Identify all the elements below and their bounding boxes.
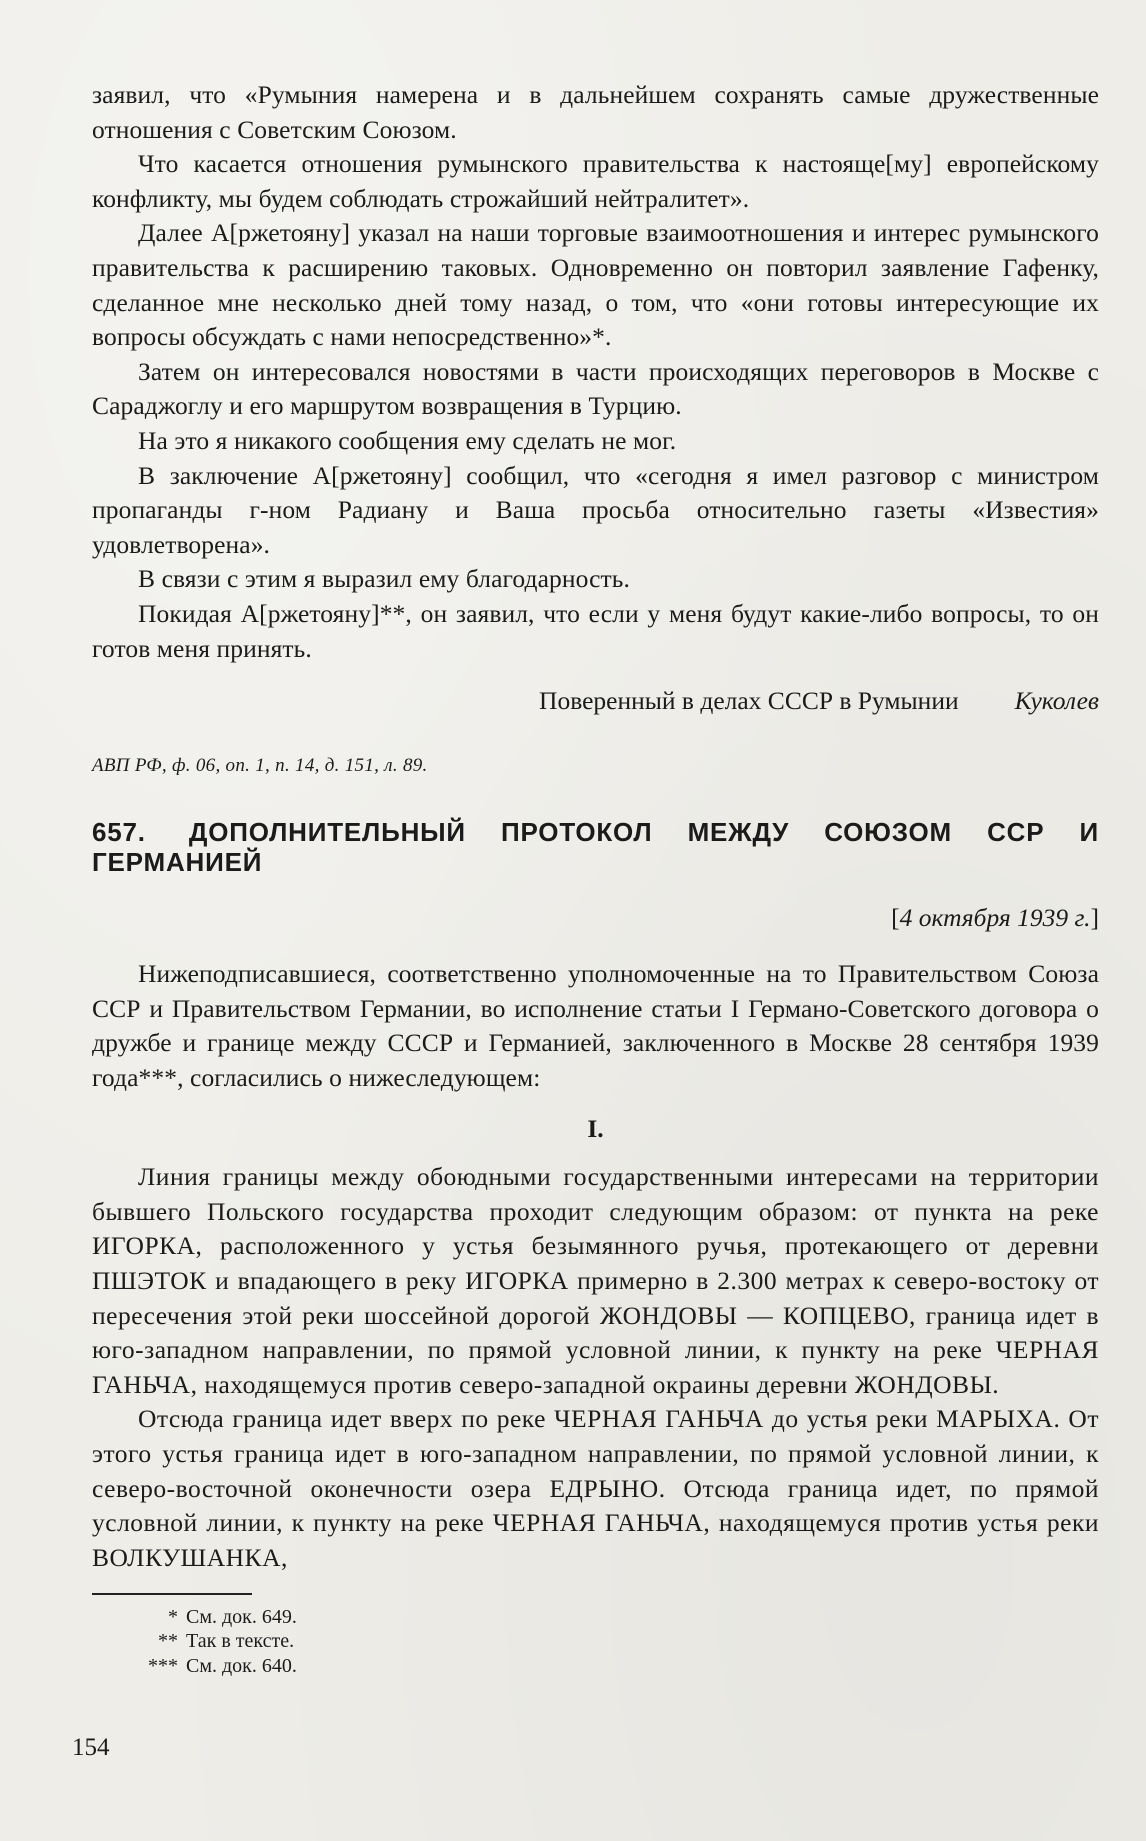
paragraph: Отсюда граница идет вверх по реке ЧЕРНАЯ ГАНЬЧА до устья реки МАРЫХА. От этого устья граница идет в юго-западном направлении, по прямой условной линии, к северо-восточной оконечности озера ЕДРЫНО. Отсюда граница идет, по прямой условной линии, к пункту на реке ЧЕРНАЯ ГАНЬЧА, находящемуся против устья реки ВОЛКУШАНКА, xyxy=(92,1404,1099,1572)
footnote-mark: *** xyxy=(148,1654,178,1677)
signature-name: Куколев xyxy=(1014,686,1099,716)
footnote-mark: ** xyxy=(158,1630,178,1653)
paragraph: В заключение А[ржетояну] сообщил, что «сегодня я имел разговор с министром пропаганды г-ном Радиану и Ваша просьба относительно газеты «Известия» удовлетворена». xyxy=(92,460,1099,559)
paragraph: Что касается отношения румынского правительства к настояще[му] европейскому конфликту, мы будем соблюдать строжайший нейтралитет». xyxy=(92,149,1099,213)
section-number: I. xyxy=(587,1113,604,1143)
signature-line xyxy=(92,684,1099,719)
footnote-text: См. док. 649. xyxy=(186,1605,297,1628)
paragraph: Нижеподписавшиеся, соответственно уполномоченные на то Правительством Союза ССР и Правительством Германии, во исполнение статьи I Германо-Советского договора о дружбе и границе между СССР и Германией, заключенного в Москве 28 сентября 1939 года***, согласились о нижеследующем: xyxy=(92,959,1099,1093)
page-number: 154 xyxy=(72,1734,110,1761)
paragraph: Покидая А[ржетояну]**, он заявил, что если у меня будут какие-либо вопросы, то он готов меня принять. xyxy=(92,598,1099,663)
document-number: 657. xyxy=(92,816,146,847)
document-date xyxy=(92,901,1099,936)
signature-position: Поверенный в делах СССР в Румынии xyxy=(539,686,959,716)
footnote xyxy=(92,1629,1099,1654)
date-text: 4 октября 1939 г. xyxy=(899,902,1091,932)
paragraph: заявил, что «Румыния намерена и в дальнейшем сохранять самые дружественные отношения с Советским Союзом. xyxy=(92,80,1099,144)
footnote-text: См. док. 640. xyxy=(186,1654,297,1677)
paragraph: Затем он интересовался новостями в части происходящих переговоров в Москве с Сараджоглу и его маршрутом возвращения в Турцию. xyxy=(92,356,1099,421)
footnote-mark: * xyxy=(168,1605,178,1628)
document-title: ДОПОЛНИТЕЛЬНЫЙ ПРОТОКОЛ МЕЖДУ СОЮЗОМ ССР И ГЕРМАНИЕЙ xyxy=(92,816,1099,877)
footnote-divider xyxy=(92,1593,252,1595)
page-content xyxy=(92,78,1099,1678)
footnote xyxy=(92,1605,1099,1630)
paragraph: В связи с этим я выразил ему благодарность. xyxy=(138,564,630,594)
spacer xyxy=(92,935,1099,957)
document-heading xyxy=(92,817,1099,877)
paragraph: Далее А[ржетояну] указал на наши торговые взаимоотношения и интерес румынского правительства к расширению таковых. Одновременно он повторил заявление Гафенку, сделанное мне несколько дней тому назад, о том, что «они готовы интересующие их вопросы обсуждать с нами непосредственно»*. xyxy=(92,218,1099,352)
date-bracket-close: ] xyxy=(1090,902,1099,932)
paragraph: На это я никакого сообщения ему сделать не мог. xyxy=(138,425,677,455)
footnote xyxy=(92,1654,1099,1679)
paragraph: Линия границы между обоюдными государственными интересами на территории бывшего Польского государства проходит следующим образом: от пункта на реке ИГОРКА, расположенного у устья безымянного ручья, протекающего от деревни ПШЭТОК и впадающего в реку ИГОРКА примерно в 2.300 метрах к северо-востоку от пересечения этой реки шоссейной дорогой ЖОНДОВЫ — КОПЦЕВО, граница идет в юго-западном направлении, по прямой условной линии, к пункту на реке ЧЕРНАЯ ГАНЬЧА, находящемуся против северо-западной окраины деревни ЖОНДОВЫ. xyxy=(92,1162,1099,1399)
date-bracket-open: [ xyxy=(891,902,900,932)
footnotes xyxy=(92,1605,1099,1679)
archive-reference: АВП РФ, ф. 06, оп. 1, п. 14, д. 151, л. 89. xyxy=(92,754,428,776)
footnote-text: Так в тексте. xyxy=(186,1630,295,1653)
top-text-block xyxy=(92,78,1099,666)
